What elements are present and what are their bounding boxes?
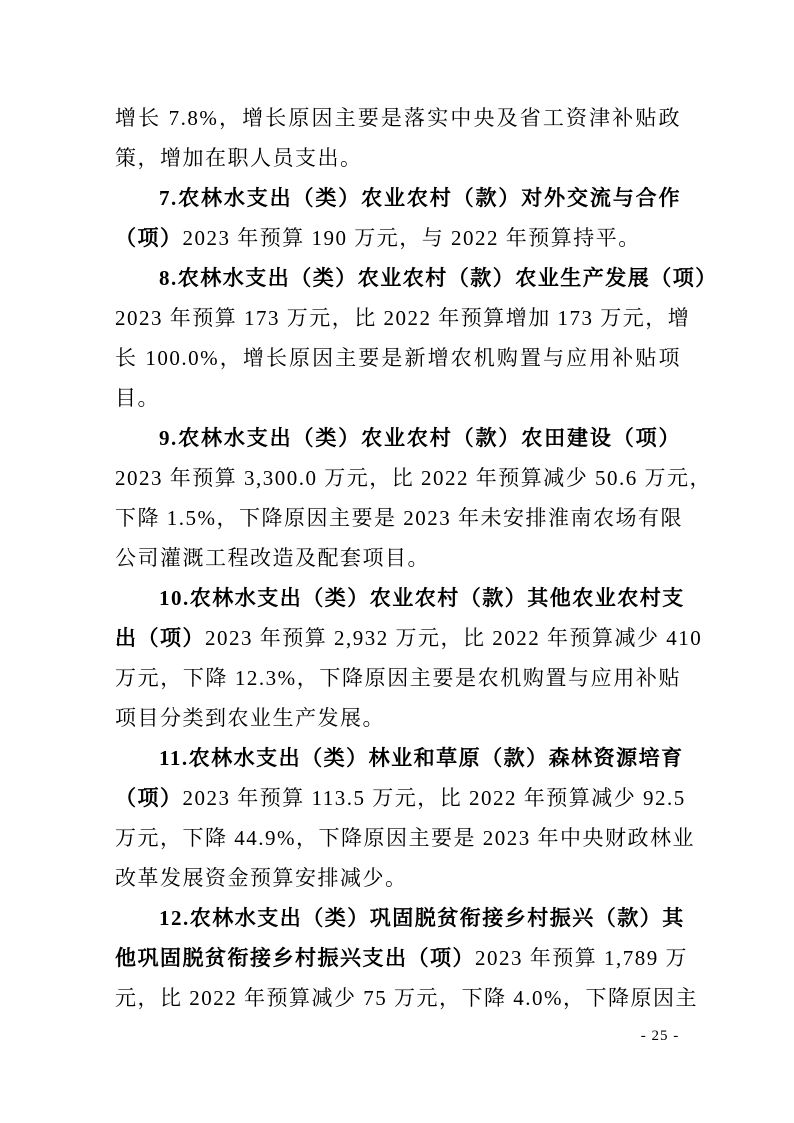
bold-run: 11.农林水支出（类）林业和草原（款）森林资源培育 <box>159 746 684 770</box>
budget-item-11-heading <box>115 738 684 778</box>
text-line <box>115 938 688 978</box>
text-line <box>115 138 681 178</box>
text-line <box>115 978 698 1018</box>
bold-run: 他巩固脱贫衔接乡村振兴支出（项） <box>115 946 475 970</box>
regular-run: 下降 1.5%，下降原因主要是 2023 年未安排淮南农场有限 <box>115 506 683 530</box>
regular-run: 万元，下降 44.9%，下降原因主要是 2023 年中央财政林业 <box>115 826 695 850</box>
page-content <box>115 98 718 1018</box>
regular-run: 策，增加在职人员支出。 <box>115 146 363 170</box>
bold-run: 7.农林水支出（类）农业农村（款）对外交流与合作 <box>159 186 681 210</box>
budget-item-10-heading <box>115 578 685 618</box>
regular-run: 2023 年预算 1,789 万 <box>475 946 688 970</box>
text-line <box>115 618 703 658</box>
text-line <box>115 98 681 138</box>
text-line <box>115 458 712 498</box>
text-line <box>115 338 681 378</box>
text-line <box>115 778 686 818</box>
bold-run: 9.农林水支出（类）农业农村（款）农田建设（项） <box>159 426 681 450</box>
regular-run: 2023 年预算 2,932 万元，比 2022 年预算减少 410 <box>205 626 703 650</box>
text-line <box>115 218 681 258</box>
text-line <box>115 298 691 338</box>
regular-run: 万元，下降 12.3%，下降原因主要是农机购置与应用补贴 <box>115 666 681 690</box>
regular-run: 元，比 2022 年预算减少 75 万元，下降 4.0%，下降原因主 <box>115 986 698 1010</box>
text-line <box>115 698 681 738</box>
bold-run: 8.农林水支出（类）农业农村（款）农业生产发展（项） <box>159 266 718 290</box>
regular-run: 增长 7.8%，增长原因主要是落实中央及省工资津补贴政 <box>115 106 681 130</box>
budget-item-12-heading <box>115 898 685 938</box>
regular-run: 改革发展资金预算安排减少。 <box>115 866 408 890</box>
regular-run: 2023 年预算 3,300.0 万元，比 2022 年预算减少 50.6 万元， <box>115 466 712 490</box>
bold-run: 出（项） <box>115 626 205 650</box>
regular-run: 2023 年预算 190 万元，与 2022 年预算持平。 <box>182 226 641 250</box>
text-line <box>115 538 681 578</box>
page-number: - 25 - <box>640 1028 680 1044</box>
budget-item-7-heading <box>115 178 681 218</box>
regular-run: 目。 <box>115 386 160 410</box>
text-line <box>115 378 681 418</box>
bold-run: （项） <box>115 786 183 810</box>
budget-item-8-heading <box>115 258 718 298</box>
regular-run: 2023 年预算 113.5 万元，比 2022 年预算减少 92.5 <box>182 786 686 810</box>
text-line <box>115 498 681 538</box>
regular-run: 公司灌溉工程改造及配套项目。 <box>115 546 430 570</box>
regular-run: 项目分类到农业生产发展。 <box>115 706 385 730</box>
budget-item-9-heading <box>115 418 681 458</box>
bold-run: （项） <box>115 226 183 250</box>
text-line <box>115 858 681 898</box>
bold-run: 12.农林水支出（类）巩固脱贫衔接乡村振兴（款）其 <box>159 906 685 930</box>
text-line <box>115 818 695 858</box>
regular-run: 长 100.0%，增长原因主要是新增农机购置与应用补贴项 <box>115 346 681 370</box>
bold-run: 10.农林水支出（类）农业农村（款）其他农业农村支 <box>159 586 685 610</box>
regular-run: 2023 年预算 173 万元，比 2022 年预算增加 173 万元，增 <box>115 306 691 330</box>
text-line <box>115 658 681 698</box>
